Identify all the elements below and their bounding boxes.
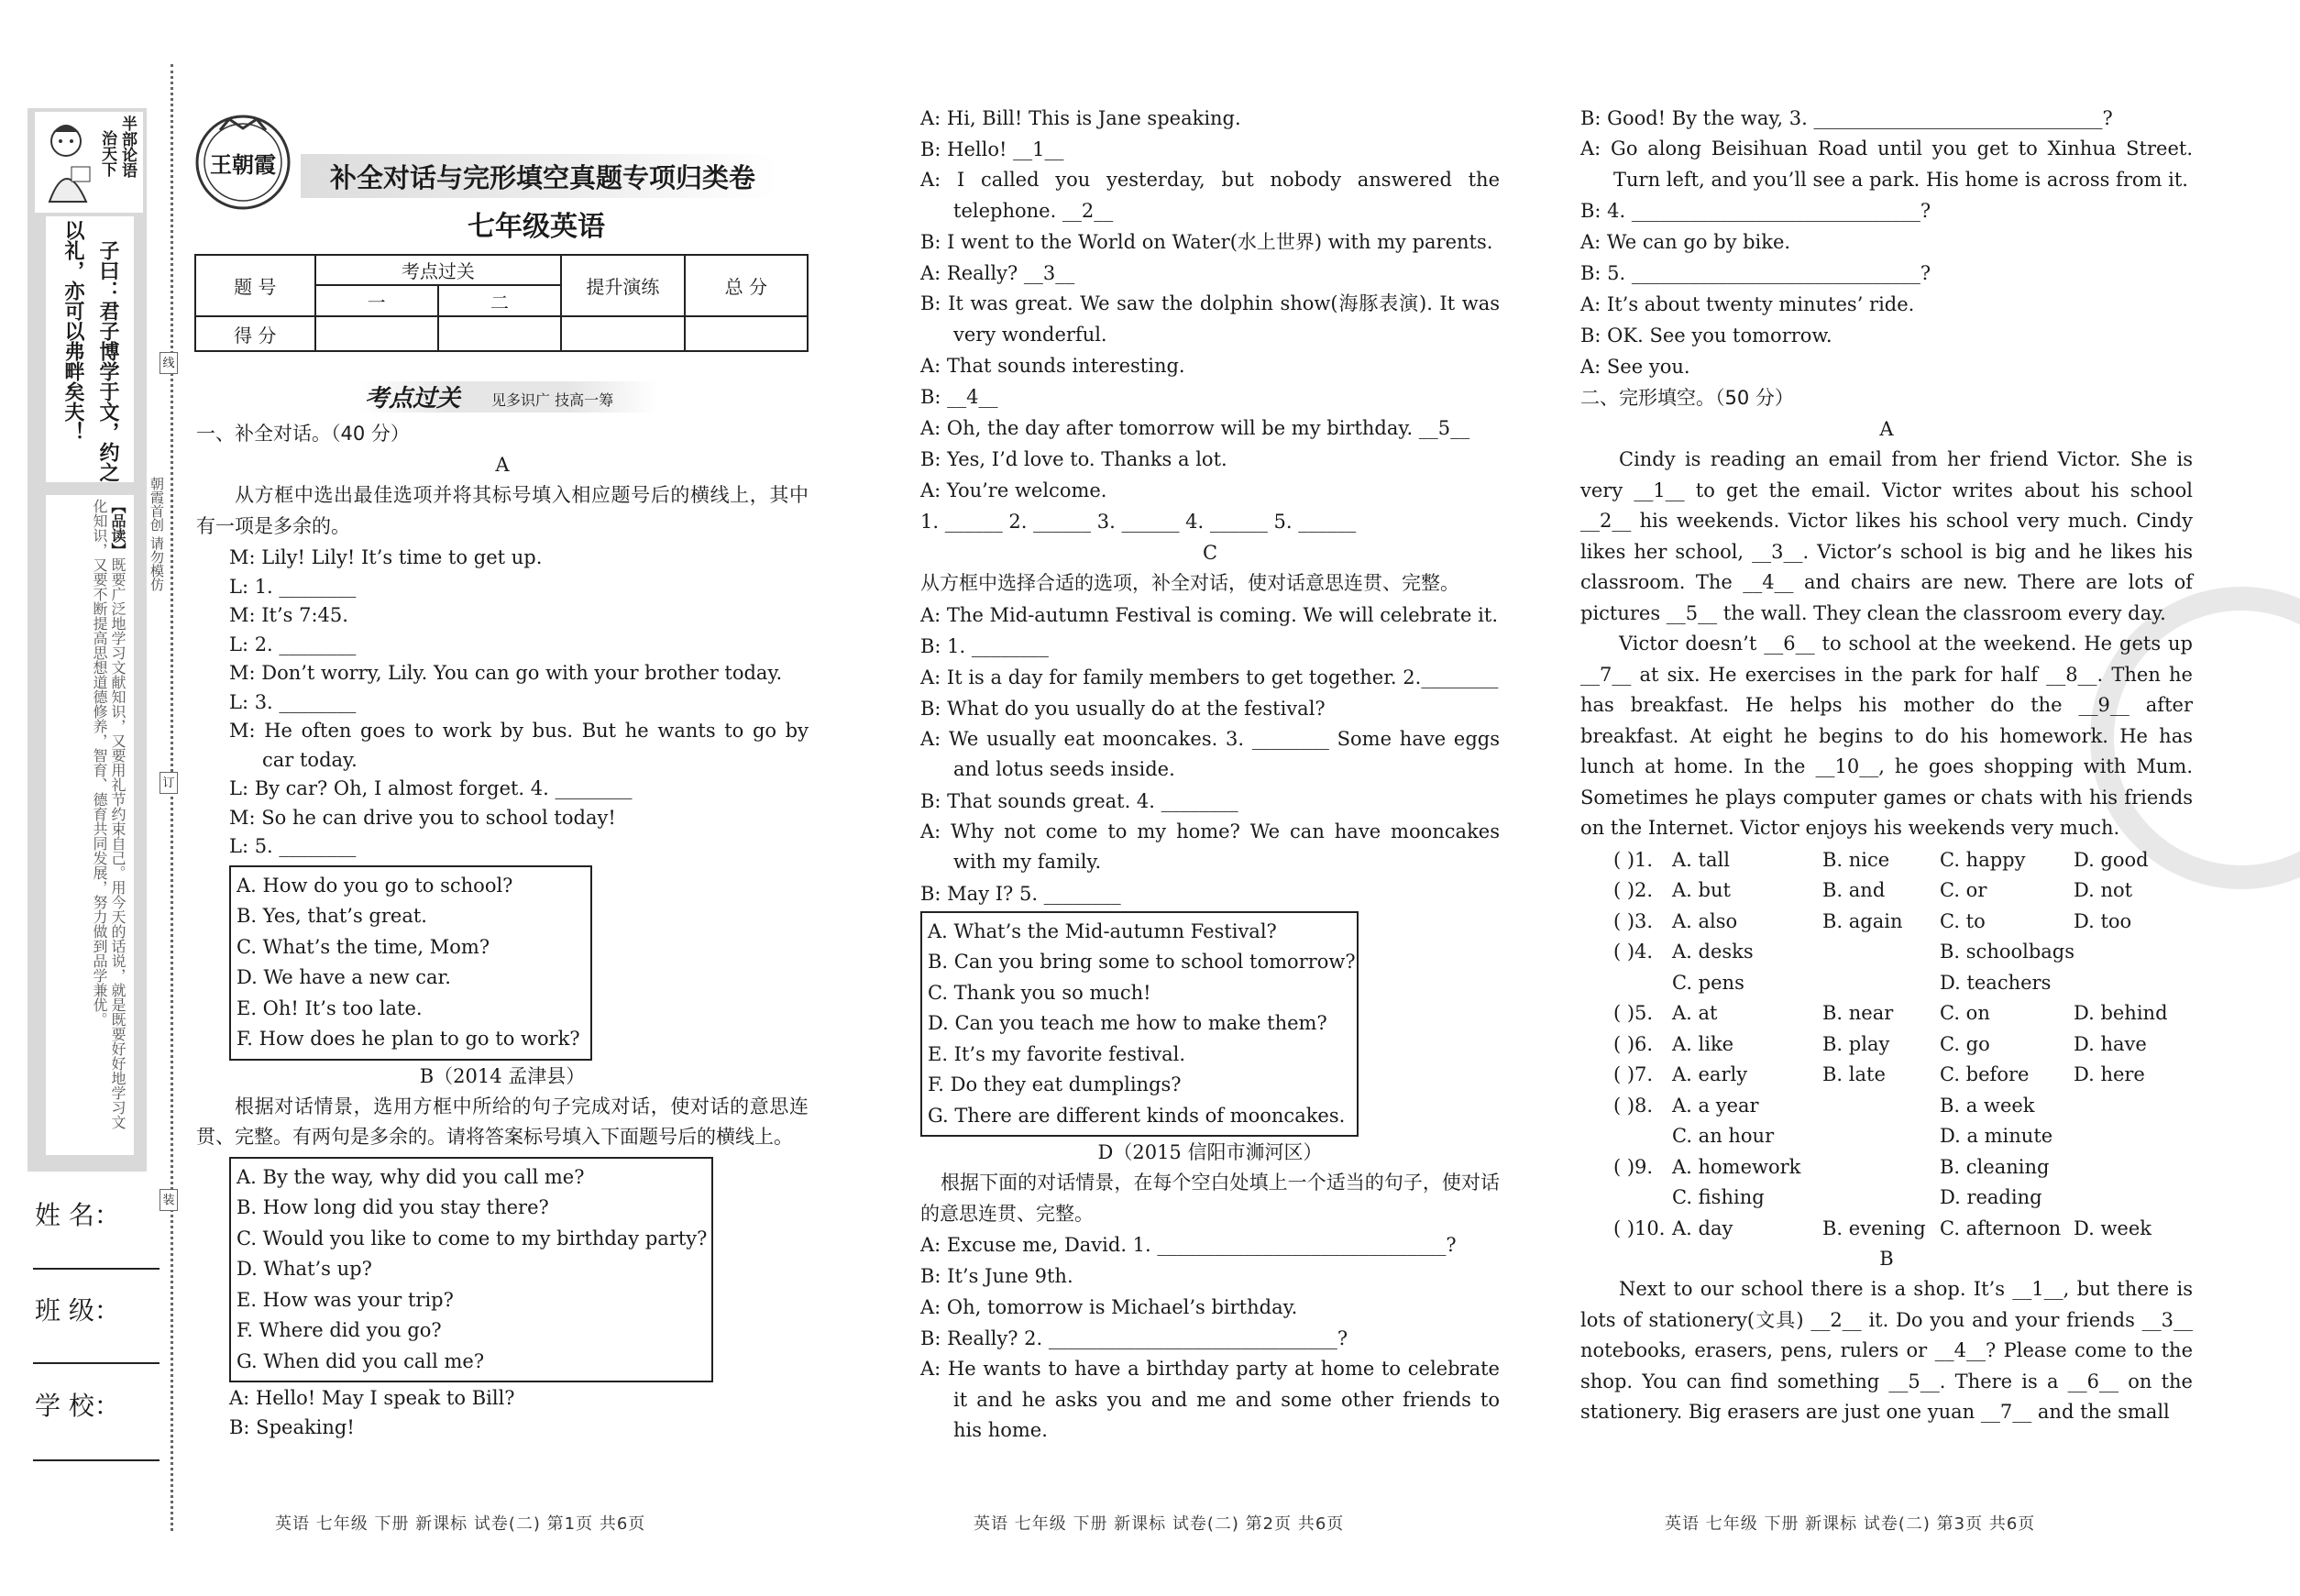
choice-option: B. and (1822, 879, 1886, 901)
student-name-label: 姓 名： (35, 1200, 120, 1230)
dialogue-line: B: Yes, I’d love to. Thanks a lot. (920, 448, 1227, 470)
choice-number[interactable]: ( )4. (1613, 941, 1654, 963)
choice-option: C. or (1940, 879, 1987, 901)
option-item: D. Can you teach me how to make them? (928, 1012, 1327, 1034)
option-item: A. By the way, why did you call me? (237, 1165, 585, 1188)
dialogue-line: B: 1. ________ (920, 634, 1049, 657)
mark-xian-text: 线 (162, 357, 175, 370)
choice-number[interactable]: ( )8. (1613, 1094, 1654, 1117)
section1-title: 一、补全对话。（40 分） (196, 423, 410, 445)
choice-option: C. happy (1940, 848, 2026, 871)
choice-row (1580, 1213, 2193, 1244)
pindu-body: 既要广泛地学习文献知识，又要用礼节约束自己。用今天的话说，就是既要好好地学习文化知识，又要不断提高思想道德修养，智育、德育共同发展，努力做到品学兼优。 (91, 499, 127, 1129)
choice-option: B. evening (1822, 1216, 1926, 1239)
dialogue-line: A: Go along Beisihuan Road until you get to Xinhua Street. Turn left, and you’ll see a park. His home is across from it. (1580, 138, 2193, 191)
dialogue-line: A: See you. (1580, 356, 1690, 378)
cloze-b-paragraph: Next to our school there is a shop. It’s __1__, but there is lots of stationery(文具) __2__ it. Do you and your friends __3__ notebooks, erasers, pens, rulers or __4__? Please come to the shop. You can find something __5__. There is a __6__ on the stationery. Big erasers are just one yuan __7__ and the small (1580, 1278, 2193, 1423)
choice-option: D. not (2074, 879, 2133, 901)
choice-option: D. behind (2074, 1002, 2168, 1024)
choice-option: A. desks (1672, 941, 1754, 963)
dialogue-line: B: __4__ (920, 386, 998, 408)
school-line[interactable] (33, 1459, 160, 1461)
option-item: C. What’s the time, Mom? (237, 935, 490, 958)
dialogue-line: A: Oh, the day after tomorrow will be my birthday. __5__ (920, 417, 1470, 439)
dialogue-line: A: Really? __3__ (920, 262, 1075, 284)
logo-text: 王朝霞 (210, 151, 276, 178)
page3-column (1580, 103, 2193, 1428)
dialogue-line: A: Oh, tomorrow is Michael’s birthday. (920, 1296, 1298, 1318)
choice-number[interactable]: ( )9. (1613, 1155, 1654, 1178)
kaodian-cell: 考点过关 (315, 255, 562, 285)
dialogue-line: B: May I? 5. ________ (920, 882, 1121, 905)
option-item: B. How long did you stay there? (237, 1196, 549, 1218)
choice-number[interactable]: ( )2. (1613, 879, 1654, 901)
part-b-options-box (229, 1157, 713, 1383)
part-d-instruction: 根据下面的对话情景，在每个空白处填上一个适当的句子，使对话的意思连贯、完整。 (920, 1172, 1500, 1225)
score-cell-total[interactable] (685, 316, 808, 351)
part-b-title: B（2014 孟津县） (419, 1064, 586, 1087)
section-banner-sub: 见多识广 技高一筹 (491, 391, 614, 409)
choice-row (1580, 1029, 2193, 1060)
choice-row (1580, 1182, 2193, 1213)
dialogue-line: A: We usually eat mooncakes. 3. ________ Some have eggs and lotus seeds inside. (920, 727, 1500, 780)
banner-text-2: 治天下 (98, 130, 116, 177)
dialogue-line: B: What do you usually do at the festival? (920, 697, 1326, 720)
dialogue-line: B: OK. See you tomorrow. (1580, 325, 1832, 347)
choice-row (1580, 906, 2193, 937)
choice-option: A. day (1672, 1216, 1733, 1239)
choice-option: B. late (1822, 1063, 1886, 1085)
dialogue-line: A: I called you yesterday, but nobody answered the telephone. __2__ (920, 169, 1500, 222)
dialogue-line: A: That sounds interesting. (920, 355, 1185, 377)
option-item: F. Do they eat dumplings? (928, 1073, 1182, 1095)
score-cell-3[interactable] (561, 316, 684, 351)
part-c-instruction: 从方框中选择合适的选项，补全对话，使对话意思连贯、完整。 (920, 572, 1459, 594)
choice-number[interactable]: ( )5. (1613, 1002, 1654, 1024)
score-cell-1[interactable] (315, 316, 438, 351)
dialogue-line: A: It’s about twenty minutes’ ride. (1580, 293, 1915, 315)
choice-number[interactable]: ( )10. (1613, 1216, 1666, 1239)
choice-row (1580, 875, 2193, 906)
part-d-dialogue (920, 1229, 1500, 1447)
choice-option: B. nice (1822, 848, 1890, 871)
dialogue-line: A: You’re welcome. (920, 479, 1107, 501)
cartoon-child-icon (40, 119, 95, 206)
dialogue-line: M: It’s 7:45. (229, 604, 348, 626)
part-b-dialogue-start (196, 1384, 809, 1442)
part-c-options-box (920, 911, 1359, 1138)
choice-option: A. also (1672, 909, 1738, 932)
choice-option: B. cleaning (1940, 1155, 2050, 1178)
choice-option: C. on (1940, 1002, 1990, 1024)
dialogue-line: L: 5. ________ (229, 835, 357, 857)
page2-column (920, 103, 1500, 1447)
dialogue-line: A: Hi, Bill! This is Jane speaking. (920, 107, 1241, 129)
option-item: E. It’s my favorite festival. (928, 1042, 1185, 1065)
choice-option: C. to (1940, 909, 1986, 932)
dialogue-line: L: 3. ________ (229, 690, 357, 713)
cloze-a-title: A (1879, 418, 1894, 440)
subtitle: 七年级英语 (468, 211, 605, 243)
dialogue-line: B: Speaking! (229, 1415, 355, 1438)
option-item: F. Where did you go? (237, 1319, 442, 1341)
choice-option: D. teachers (1940, 971, 2052, 994)
choice-option: C. an hour (1672, 1125, 1775, 1147)
side-note: 朝霞首创 请勿模仿 (149, 477, 165, 591)
option-item: D. We have a new car. (237, 966, 451, 988)
option-item: F. How does he plan to go to work? (237, 1028, 580, 1050)
pindu-box (46, 495, 134, 1155)
choice-row (1580, 844, 2193, 875)
score-table (194, 254, 809, 352)
choice-option: A. early (1672, 1063, 1748, 1085)
cloze-b-title: B (1879, 1248, 1894, 1270)
part-a-instruction: 从方框中选出最佳选项并将其标号填入相应题号后的横线上，其中有一项是多余的。 (196, 484, 809, 537)
choice-option: C. pens (1672, 971, 1744, 994)
dialogue-line: A: The Mid-autumn Festival is coming. We will celebrate it. (920, 603, 1498, 626)
section-banner-main: 考点过关 (365, 385, 461, 413)
choice-option: D. good (2074, 848, 2149, 871)
choice-option: B. play (1822, 1032, 1890, 1055)
quote-line-2: 以礼，亦可以弗畔矣夫！ (61, 220, 84, 442)
option-item: E. Oh! It’s too late. (237, 996, 423, 1019)
dialogue-line: M: He often goes to work by bus. But he wants to go by car today. (229, 720, 809, 771)
dialogue-line: B: It’s June 9th. (920, 1265, 1073, 1287)
dialogue-line: L: 2. ________ (229, 633, 357, 655)
dialogue-line: A: We can go by bike. (1580, 231, 1791, 253)
dialogue-line: B: It was great. We saw the dolphin show(海豚表演). It was very wonderful. (920, 292, 1500, 346)
choice-option: D. have (2074, 1032, 2147, 1055)
quote-box (46, 216, 134, 482)
option-item: G. When did you call me? (237, 1349, 485, 1372)
page1-footer: 英语 七年级 下册 新课标 试卷(二) 第1页 共6页 (275, 1514, 646, 1534)
option-item: D. What’s up? (237, 1258, 372, 1280)
dialogue-line: A: He wants to have a birthday party at home to celebrate it and he asks you and me and some other friends to his home. (920, 1358, 1500, 1441)
dialogue-line: A: Hello! May I speak to Bill? (229, 1387, 515, 1409)
defen-cell: 得 分 (195, 316, 315, 351)
part-a-options-box (229, 865, 592, 1061)
choice-option: B. a week (1940, 1094, 2035, 1117)
choice-number[interactable]: ( )7. (1613, 1063, 1654, 1085)
mark-zhuang-text: 装 (162, 1194, 175, 1207)
dialogue-line: L: 1. ________ (229, 575, 357, 598)
option-item: B. Can you bring some to school tomorrow? (928, 951, 1356, 973)
choice-option: C. afternoon (1940, 1216, 2062, 1239)
quote-line-1: 子曰：君子博学于文，约之 (96, 240, 119, 482)
dialogue-line: A: Why not come to my home? We can have mooncakes with my family. (920, 820, 1500, 873)
tihao-cell: 题 号 (195, 255, 315, 316)
part-a-title: A (495, 454, 510, 476)
choice-option: D. here (2074, 1063, 2145, 1085)
choice-option: A. but (1672, 879, 1731, 901)
dialogue-line: B: Good! By the way, 3. ______________________________? (1580, 107, 2113, 129)
dialogue-line: B: 4. ______________________________? (1580, 200, 1931, 222)
choice-number[interactable]: ( )3. (1613, 909, 1654, 932)
option-item: B. Yes, that’s great. (237, 905, 427, 927)
mark-ding-text: 订 (162, 776, 175, 790)
option-item: C. Thank you so much! (928, 981, 1151, 1004)
choice-number[interactable]: ( )1. (1613, 848, 1654, 871)
option-item: A. How do you go to school? (237, 874, 513, 897)
choice-row (1580, 1059, 2193, 1090)
class-line[interactable] (33, 1362, 160, 1364)
score-cell-2[interactable] (438, 316, 561, 351)
dialogue-line: A: Excuse me, David. 1. ______________________________? (920, 1234, 1457, 1256)
cloze-a-paragraph-1: Cindy is reading an email from her friend Victor. She is very __1__ to get the email. Victor writes about his school __2__ his weekends. Victor likes his school very much. Cindy likes her school, __3__. Victor’s school is big and he likes his classroom. The __4__ and chairs are new. There are lots of pictures __5__ the wall. They clean the classroom every day. (1580, 448, 2193, 624)
cloze-a-choices (1580, 844, 2193, 1244)
part-b-instruction: 根据对话情景，选用方框中所给的句子完成对话，使对话的意思连贯、完整。有两句是多余的。请将答案标号填入下面题号后的横线上。 (196, 1095, 809, 1148)
class-label: 班 级： (35, 1295, 120, 1326)
dialogue-line: B: Really? 2. ______________________________? (920, 1327, 1348, 1349)
page2-footer: 英语 七年级 下册 新课标 试卷(二) 第2页 共6页 (974, 1514, 1345, 1534)
part-d-dialogue-cont (1580, 103, 2193, 382)
student-name-line[interactable] (33, 1268, 160, 1270)
choice-row (1580, 1151, 2193, 1183)
part-c-title: C (1202, 542, 1218, 564)
choice-option: D. reading (1940, 1186, 2042, 1208)
er-cell: 二 (438, 285, 561, 316)
choice-row (1580, 936, 2193, 967)
choice-number[interactable]: ( )6. (1613, 1032, 1654, 1055)
cut-line (171, 64, 173, 1531)
option-item: C. Would you like to come to my birthday party? (237, 1227, 708, 1249)
dialogue-line: M: Lily! Lily! It’s time to get up. (229, 546, 543, 568)
choice-option: B. near (1822, 1002, 1894, 1024)
sidebar-banner (35, 112, 143, 213)
section2-title: 二、完形填空。（50 分） (1580, 387, 1794, 409)
dialogue-line: B: That sounds great. 4. ________ (920, 789, 1238, 812)
choice-row (1580, 1090, 2193, 1121)
tisheng-cell: 提升演练 (561, 255, 684, 316)
brand-logo (193, 112, 293, 213)
part-d-title: D（2015 信阳市浉河区） (1097, 1141, 1323, 1163)
option-item: E. How was your trip? (237, 1288, 454, 1311)
part-a-dialogue (196, 544, 809, 862)
yi-cell: 一 (315, 285, 438, 316)
dialogue-line: B: I went to the World on Water(水上世界) with my parents. (920, 231, 1493, 253)
mark-xian (160, 352, 178, 374)
main-title: 补全对话与完形填空真题专项归类卷 (330, 162, 756, 193)
mark-ding (160, 772, 178, 794)
mark-zhuang (160, 1189, 178, 1211)
choice-option: C. before (1940, 1063, 2030, 1085)
dialogue-line: B: Hello! __1__ (920, 138, 1064, 160)
choice-row (1580, 967, 2193, 998)
part-b-dialogue-cont (920, 103, 1500, 506)
choice-row (1580, 1120, 2193, 1151)
choice-option: B. schoolbags (1940, 941, 2075, 963)
dialogue-line: M: Don’t worry, Lily. You can go with your brother today. (229, 662, 783, 684)
pindu-label: 【品读】 (109, 499, 127, 557)
banner-text-1: 半部论语 (118, 116, 137, 178)
choice-option: A. homework (1672, 1155, 1801, 1178)
choice-option: D. a minute (1940, 1125, 2053, 1147)
choice-option: B. again (1822, 909, 1903, 932)
choice-option: D. week (2074, 1216, 2151, 1239)
zongfen-cell: 总 分 (685, 255, 808, 316)
choice-option: C. go (1940, 1032, 1990, 1055)
choice-option: A. like (1672, 1032, 1734, 1055)
part-b-answer-blanks[interactable]: 1. ______ 2. ______ 3. ______ 4. ______ 5. ______ (920, 511, 1357, 533)
option-item: A. What’s the Mid-autumn Festival? (928, 919, 1277, 942)
page3-footer: 英语 七年级 下册 新课标 试卷(二) 第3页 共6页 (1665, 1514, 2036, 1534)
option-item: G. There are different kinds of mooncakes. (928, 1104, 1346, 1127)
choice-option: A. a year (1672, 1094, 1759, 1117)
cloze-a-paragraph-2: Victor doesn’t __6__ to school at the weekend. He gets up __7__ at six. He exercises in the park for half __8__. Then he has breakfast. He helps his mother do the __9__ after breakfast. At eight he begins to do his homework. He has lunch at home. In the __10__, he goes shopping with Mum. Sometimes he plays computer games or chats with his friends on the Internet. Victor enjoys his weekends very much. (1580, 633, 2193, 839)
choice-option: C. fishing (1672, 1186, 1765, 1208)
page1-column (196, 418, 809, 1442)
dialogue-line: A: It is a day for family members to get together. 2.________ (920, 666, 1499, 688)
dialogue-line: B: 5. ______________________________? (1580, 262, 1931, 284)
choice-option: A. at (1672, 1002, 1718, 1024)
school-label: 学 校： (35, 1391, 120, 1421)
dialogue-line: L: By car? Oh, I almost forget. 4. ________ (229, 777, 633, 799)
pindu-text (90, 499, 127, 1140)
choice-option: D. too (2074, 909, 2132, 932)
choice-row (1580, 997, 2193, 1029)
choice-option: A. tall (1672, 848, 1730, 871)
dialogue-line: M: So he can drive you to school today! (229, 806, 616, 829)
part-c-dialogue (920, 600, 1500, 909)
